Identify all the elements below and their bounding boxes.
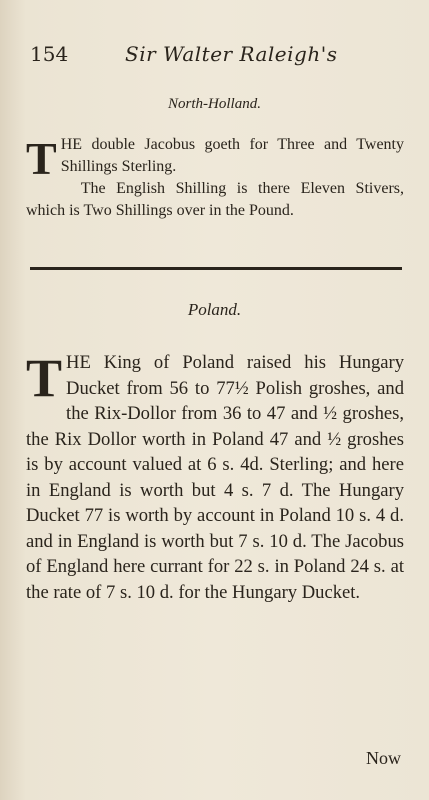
paragraph-poland	[26, 350, 404, 605]
drop-cap: T	[26, 133, 57, 184]
catchword: Now	[366, 748, 401, 768]
section-title-poland: Poland.	[187, 300, 242, 319]
section-title-north-holland: North-Holland.	[168, 96, 261, 112]
paragraph-text-2: The English Shilling is there Eleven Stivers, which is Two Shillings over in the Pound.	[26, 180, 404, 219]
page-number: 154	[30, 42, 69, 66]
drop-cap: T	[26, 348, 63, 408]
section-divider	[30, 267, 402, 270]
paragraph-north-holland	[26, 134, 404, 222]
paragraph-text: HE double Jacobus goeth for Three and Twenty Shillings Sterling.	[60, 136, 404, 175]
running-title: Sir Walter Raleigh's	[125, 42, 338, 66]
paragraph-text: HE King of Poland raised his Hungary Ducket from 56 to 77½ Polish groshes, and the Rix-Dollor from 36 to 47 and ½ groshes, the Rix Dollor worth in Poland 47 and ½ groshes is by account valued at 6 s. 4d. Sterling; and here in England is worth but 4 s. 7 d. The Hungary Ducket 77 is worth by account in Poland 10 s. 4 d. and in England is worth but 7 s. 10 d. The Jacobus of England here currant for 22 s. in Poland 24 s. at the rate of 7 s. 10 d. for the Hungary Ducket.	[26, 352, 404, 603]
page-header	[30, 42, 399, 72]
